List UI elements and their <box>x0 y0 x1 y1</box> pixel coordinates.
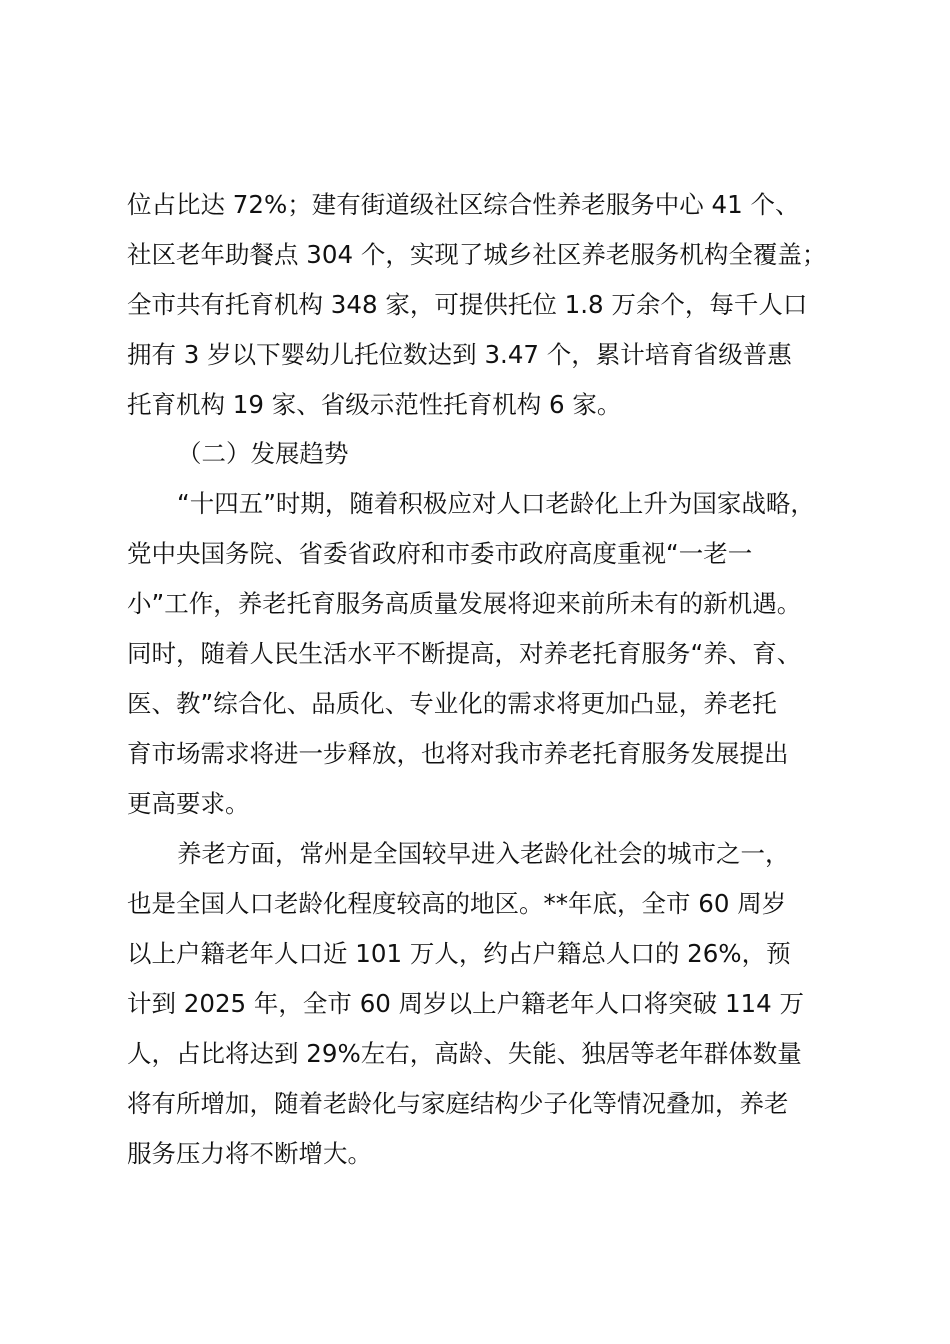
text-line: 计到 2025 年，全市 60 周岁以上户籍老年人口将突破 114 万 <box>127 989 805 1018</box>
text-line: 育市场需求将进一步释放，也将对我市养老托育服务发展提出 <box>127 739 789 768</box>
paragraph-start: 养老方面，常州是全国较早进入老龄化社会的城市之一， <box>177 839 790 868</box>
paragraph-start: “十四五”时期，随着积极应对人口老龄化上升为国家战略， <box>177 489 815 518</box>
text-line: 位占比达 72%；建有街道级社区综合性养老服务中心 41 个、 <box>127 190 800 219</box>
text-line: 人，占比将达到 29%左右，高龄、失能、独居等老年群体数量 <box>127 1039 802 1068</box>
text-line: 拥有 3 岁以下婴幼儿托位数达到 3.47 个，累计培育省级普惠 <box>127 340 792 369</box>
text-line: 全市共有托育机构 348 家，可提供托位 1.8 万余个，每千人口 <box>127 290 808 319</box>
text-line: 将有所增加，随着老龄化与家庭结构少子化等情况叠加，养老 <box>127 1089 789 1118</box>
text-line: 小”工作，养老托育服务高质量发展将迎来前所未有的新机遇。 <box>127 589 802 618</box>
section-heading: （二）发展趋势 <box>177 439 349 468</box>
text-line: 社区老年助餐点 304 个，实现了城乡社区养老服务机构全覆盖； <box>127 240 827 269</box>
text-line: 医、教”综合化、品质化、专业化的需求将更加凸显，养老托 <box>127 689 777 718</box>
text-line: 以上户籍老年人口近 101 万人，约占户籍总人口的 26%，预 <box>127 939 791 968</box>
text-line: 服务压力将不断增大。 <box>127 1139 372 1168</box>
text-line: 同时，随着人民生活水平不断提高，对养老托育服务“养、育、 <box>127 639 802 668</box>
text-line: 也是全国人口老龄化程度较高的地区。**年底，全市 60 周岁 <box>127 889 787 918</box>
text-line: 更高要求。 <box>127 789 250 818</box>
text-line: 托育机构 19 家、省级示范性托育机构 6 家。 <box>127 390 622 419</box>
text-line: 党中央国务院、省委省政府和市委市政府高度重视“一老一 <box>127 539 753 568</box>
